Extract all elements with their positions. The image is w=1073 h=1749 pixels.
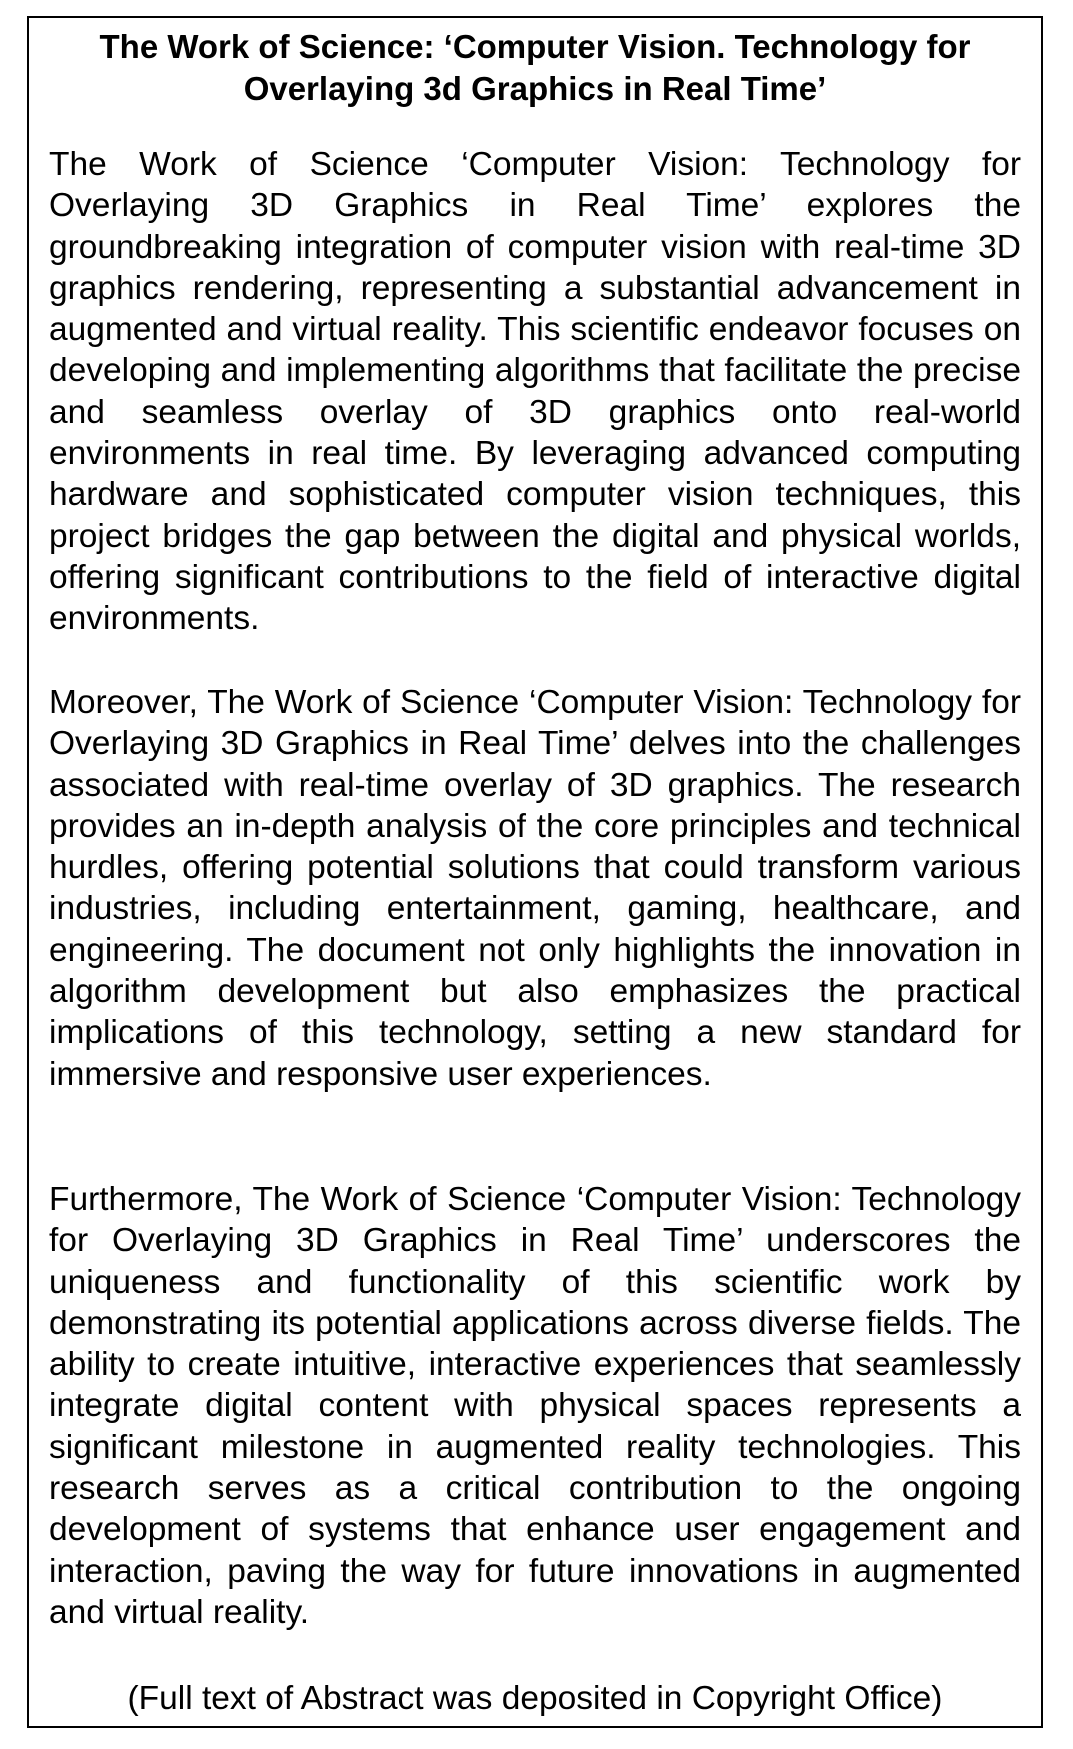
document-title: The Work of Science: ‘Computer Vision. Technology for Overlaying 3d Graphics in Real Time’ <box>99 28 971 107</box>
abstract-paragraph-2: Moreover, The Work of Science ‘Computer Vision: Technology for Overlaying 3D Graphics in Real Time’ delves into the challenges associated with real-time overlay of 3D graphics. The research provides an in-depth analysis of the core principles and technical hurdles, offering potential solutions that could transform various industries, including entertainment, gaming, healthcare, and engineering. The document not only highlights the innovation in algorithm development but also emphasizes the practical implications of this technology, setting a new standard for immersive and responsive user experiences. <box>49 684 1021 1093</box>
deposit-footnote: (Full text of Abstract was deposited in Copyright Office) <box>127 1680 943 1717</box>
abstract-frame <box>27 16 1043 1728</box>
abstract-paragraph-3: Furthermore, The Work of Science ‘Computer Vision: Technology for Overlaying 3D Graphics in Real Time’ underscores the uniqueness and functionality of this scientific work by demonstrating its potential applications across diverse fields. The ability to create intuitive, interactive experiences that seamlessly integrate digital content with physical spaces represents a significant milestone in augmented reality technologies. This research serves as a critical contribution to the ongoing development of systems that enhance user engagement and interaction, paving the way for future innovations in augmented and virtual reality. <box>49 1181 1021 1631</box>
abstract-paragraph-1: The Work of Science ‘Computer Vision: Technology for Overlaying 3D Graphics in Real Time’ explores the groundbreaking integration of computer vision with real-time 3D graphics rendering, representing a substantial advancement in augmented and virtual reality. This scientific endeavor focuses on developing and implementing algorithms that facilitate the precise and seamless overlay of 3D graphics onto real-world environments in real time. By leveraging advanced computing hardware and sophisticated computer vision techniques, this project bridges the gap between the digital and physical worlds, offering significant contributions to the field of interactive digital environments. <box>49 146 1021 638</box>
